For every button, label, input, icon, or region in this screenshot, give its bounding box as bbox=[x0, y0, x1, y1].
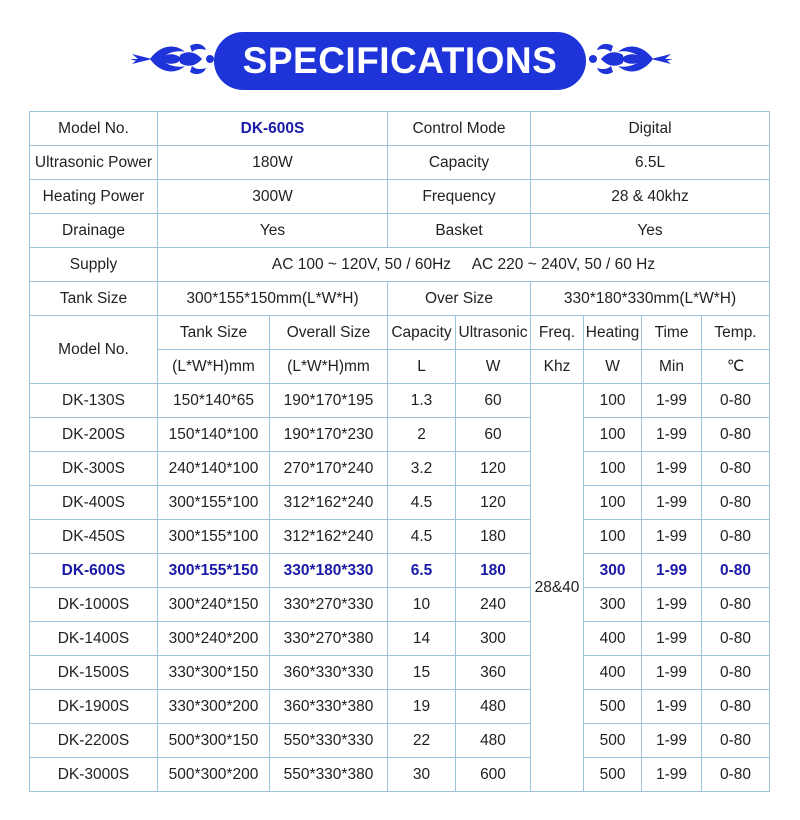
models-header-row bbox=[30, 316, 770, 350]
ultrasonic-cell: 60 bbox=[456, 384, 531, 418]
time-cell: 1-99 bbox=[642, 554, 702, 588]
temp-cell: 0-80 bbox=[702, 554, 770, 588]
time-cell: 1-99 bbox=[642, 418, 702, 452]
heating-cell: 400 bbox=[584, 656, 642, 690]
overall-size-label: Over Size bbox=[388, 282, 531, 316]
overall-cell: 360*330*330 bbox=[270, 656, 388, 690]
capacity-cell: 30 bbox=[388, 758, 456, 792]
tank-cell: 240*140*100 bbox=[158, 452, 270, 486]
header-freq: Freq. bbox=[531, 316, 584, 350]
tank-cell: 330*300*150 bbox=[158, 656, 270, 690]
model-cell: DK-1000S bbox=[30, 588, 158, 622]
supply-row bbox=[30, 248, 770, 282]
tank-cell: 500*300*150 bbox=[158, 724, 270, 758]
unit-overall-size: (L*W*H)mm bbox=[270, 350, 388, 384]
table-row bbox=[30, 452, 770, 486]
time-cell: 1-99 bbox=[642, 452, 702, 486]
ultrasonic-cell: 480 bbox=[456, 690, 531, 724]
tank-size-label: Tank Size bbox=[30, 282, 158, 316]
heating-cell: 100 bbox=[584, 486, 642, 520]
capacity-cell: 10 bbox=[388, 588, 456, 622]
tank-cell: 300*240*150 bbox=[158, 588, 270, 622]
table-row bbox=[30, 656, 770, 690]
capacity-cell: 4.5 bbox=[388, 520, 456, 554]
overall-cell: 190*170*230 bbox=[270, 418, 388, 452]
model-cell: DK-2200S bbox=[30, 724, 158, 758]
heating-cell: 100 bbox=[584, 520, 642, 554]
size-row bbox=[30, 282, 770, 316]
summary-row bbox=[30, 180, 770, 214]
ultrasonic-cell: 180 bbox=[456, 554, 531, 588]
overall-cell: 550*330*330 bbox=[270, 724, 388, 758]
tank-cell: 330*300*200 bbox=[158, 690, 270, 724]
table-row bbox=[30, 724, 770, 758]
unit-heating: W bbox=[584, 350, 642, 384]
time-cell: 1-99 bbox=[642, 486, 702, 520]
time-cell: 1-99 bbox=[642, 724, 702, 758]
time-cell: 1-99 bbox=[642, 690, 702, 724]
summary-label: Drainage bbox=[30, 214, 158, 248]
ultrasonic-cell: 600 bbox=[456, 758, 531, 792]
capacity-cell: 6.5 bbox=[388, 554, 456, 588]
heating-cell: 100 bbox=[584, 418, 642, 452]
table-row bbox=[30, 690, 770, 724]
heating-cell: 300 bbox=[584, 588, 642, 622]
unit-capacity: L bbox=[388, 350, 456, 384]
table-row bbox=[30, 486, 770, 520]
model-cell: DK-600S bbox=[30, 554, 158, 588]
temp-cell: 0-80 bbox=[702, 622, 770, 656]
unit-ultrasonic: W bbox=[456, 350, 531, 384]
overall-cell: 330*270*380 bbox=[270, 622, 388, 656]
capacity-cell: 14 bbox=[388, 622, 456, 656]
capacity-cell: 15 bbox=[388, 656, 456, 690]
table-row bbox=[30, 418, 770, 452]
model-cell: DK-3000S bbox=[30, 758, 158, 792]
time-cell: 1-99 bbox=[642, 588, 702, 622]
summary-label: Model No. bbox=[30, 112, 158, 146]
model-cell: DK-400S bbox=[30, 486, 158, 520]
temp-cell: 0-80 bbox=[702, 452, 770, 486]
time-cell: 1-99 bbox=[642, 758, 702, 792]
temp-cell: 0-80 bbox=[702, 520, 770, 554]
temp-cell: 0-80 bbox=[702, 690, 770, 724]
overall-cell: 330*270*330 bbox=[270, 588, 388, 622]
tank-size-value: 300*155*150mm(L*W*H) bbox=[158, 282, 388, 316]
temp-cell: 0-80 bbox=[702, 656, 770, 690]
summary-value: 6.5L bbox=[531, 146, 770, 180]
temp-cell: 0-80 bbox=[702, 724, 770, 758]
ultrasonic-cell: 300 bbox=[456, 622, 531, 656]
temp-cell: 0-80 bbox=[702, 418, 770, 452]
summary-value: 180W bbox=[158, 146, 388, 180]
tank-cell: 150*140*100 bbox=[158, 418, 270, 452]
temp-cell: 0-80 bbox=[702, 486, 770, 520]
capacity-cell: 19 bbox=[388, 690, 456, 724]
summary-label: Ultrasonic Power bbox=[30, 146, 158, 180]
heating-cell: 400 bbox=[584, 622, 642, 656]
header-heating: Heating bbox=[584, 316, 642, 350]
header-time: Time bbox=[642, 316, 702, 350]
title-banner bbox=[0, 0, 800, 112]
ultrasonic-cell: 180 bbox=[456, 520, 531, 554]
header-tank-size: Tank Size bbox=[158, 316, 270, 350]
header-capacity: Capacity bbox=[388, 316, 456, 350]
ultrasonic-cell: 480 bbox=[456, 724, 531, 758]
model-cell: DK-1500S bbox=[30, 656, 158, 690]
overall-cell: 550*330*380 bbox=[270, 758, 388, 792]
ultrasonic-cell: 240 bbox=[456, 588, 531, 622]
table-row bbox=[30, 384, 770, 418]
unit-time: Min bbox=[642, 350, 702, 384]
overall-cell: 270*170*240 bbox=[270, 452, 388, 486]
ultrasonic-cell: 120 bbox=[456, 452, 531, 486]
model-cell: DK-1400S bbox=[30, 622, 158, 656]
specifications-table bbox=[29, 111, 770, 792]
summary-row bbox=[30, 214, 770, 248]
capacity-cell: 22 bbox=[388, 724, 456, 758]
table-row bbox=[30, 758, 770, 792]
unit-freq: Khz bbox=[531, 350, 584, 384]
summary-value: DK-600S bbox=[158, 112, 388, 146]
temp-cell: 0-80 bbox=[702, 384, 770, 418]
time-cell: 1-99 bbox=[642, 656, 702, 690]
summary-label: Heating Power bbox=[30, 180, 158, 214]
ultrasonic-cell: 360 bbox=[456, 656, 531, 690]
summary-value: 28 & 40khz bbox=[531, 180, 770, 214]
supply-label: Supply bbox=[30, 248, 158, 282]
model-cell: DK-450S bbox=[30, 520, 158, 554]
model-cell: DK-300S bbox=[30, 452, 158, 486]
model-cell: DK-130S bbox=[30, 384, 158, 418]
model-cell: DK-1900S bbox=[30, 690, 158, 724]
summary-row bbox=[30, 146, 770, 180]
capacity-cell: 1.3 bbox=[388, 384, 456, 418]
left-flourish-icon bbox=[130, 40, 218, 78]
summary-value: Digital bbox=[531, 112, 770, 146]
temp-cell: 0-80 bbox=[702, 758, 770, 792]
overall-cell: 190*170*195 bbox=[270, 384, 388, 418]
time-cell: 1-99 bbox=[642, 520, 702, 554]
capacity-cell: 2 bbox=[388, 418, 456, 452]
supply-value: AC 100 ~ 120V, 50 / 60Hz AC 220 ~ 240V, 50 / 60 Hz bbox=[158, 248, 770, 282]
summary-label: Control Mode bbox=[388, 112, 531, 146]
temp-cell: 0-80 bbox=[702, 588, 770, 622]
overall-cell: 330*180*330 bbox=[270, 554, 388, 588]
tank-cell: 150*140*65 bbox=[158, 384, 270, 418]
summary-value: Yes bbox=[158, 214, 388, 248]
capacity-cell: 4.5 bbox=[388, 486, 456, 520]
overall-cell: 312*162*240 bbox=[270, 520, 388, 554]
table-row bbox=[30, 520, 770, 554]
header-model: Model No. bbox=[30, 316, 158, 384]
summary-label: Basket bbox=[388, 214, 531, 248]
tank-cell: 500*300*200 bbox=[158, 758, 270, 792]
capacity-cell: 3.2 bbox=[388, 452, 456, 486]
overall-cell: 360*330*380 bbox=[270, 690, 388, 724]
overall-size-value: 330*180*330mm(L*W*H) bbox=[531, 282, 770, 316]
table-row bbox=[30, 622, 770, 656]
summary-value: 300W bbox=[158, 180, 388, 214]
ultrasonic-cell: 120 bbox=[456, 486, 531, 520]
time-cell: 1-99 bbox=[642, 384, 702, 418]
header-overall-size: Overall Size bbox=[270, 316, 388, 350]
heating-cell: 100 bbox=[584, 452, 642, 486]
tank-cell: 300*240*200 bbox=[158, 622, 270, 656]
time-cell: 1-99 bbox=[642, 622, 702, 656]
tank-cell: 300*155*100 bbox=[158, 520, 270, 554]
summary-row bbox=[30, 112, 770, 146]
header-ultrasonic: Ultrasonic bbox=[456, 316, 531, 350]
table-row bbox=[30, 588, 770, 622]
heating-cell: 300 bbox=[584, 554, 642, 588]
heating-cell: 100 bbox=[584, 384, 642, 418]
page-title: SPECIFICATIONS bbox=[214, 32, 586, 90]
header-temp: Temp. bbox=[702, 316, 770, 350]
summary-value: Yes bbox=[531, 214, 770, 248]
ultrasonic-cell: 60 bbox=[456, 418, 531, 452]
tank-cell: 300*155*150 bbox=[158, 554, 270, 588]
overall-cell: 312*162*240 bbox=[270, 486, 388, 520]
unit-temp: ℃ bbox=[702, 350, 770, 384]
summary-label: Capacity bbox=[388, 146, 531, 180]
model-cell: DK-200S bbox=[30, 418, 158, 452]
heating-cell: 500 bbox=[584, 758, 642, 792]
heating-cell: 500 bbox=[584, 690, 642, 724]
right-flourish-icon bbox=[585, 40, 673, 78]
tank-cell: 300*155*100 bbox=[158, 486, 270, 520]
heating-cell: 500 bbox=[584, 724, 642, 758]
unit-tank-size: (L*W*H)mm bbox=[158, 350, 270, 384]
freq-cell: 28&40 bbox=[531, 384, 584, 792]
summary-label: Frequency bbox=[388, 180, 531, 214]
table-row bbox=[30, 554, 770, 588]
